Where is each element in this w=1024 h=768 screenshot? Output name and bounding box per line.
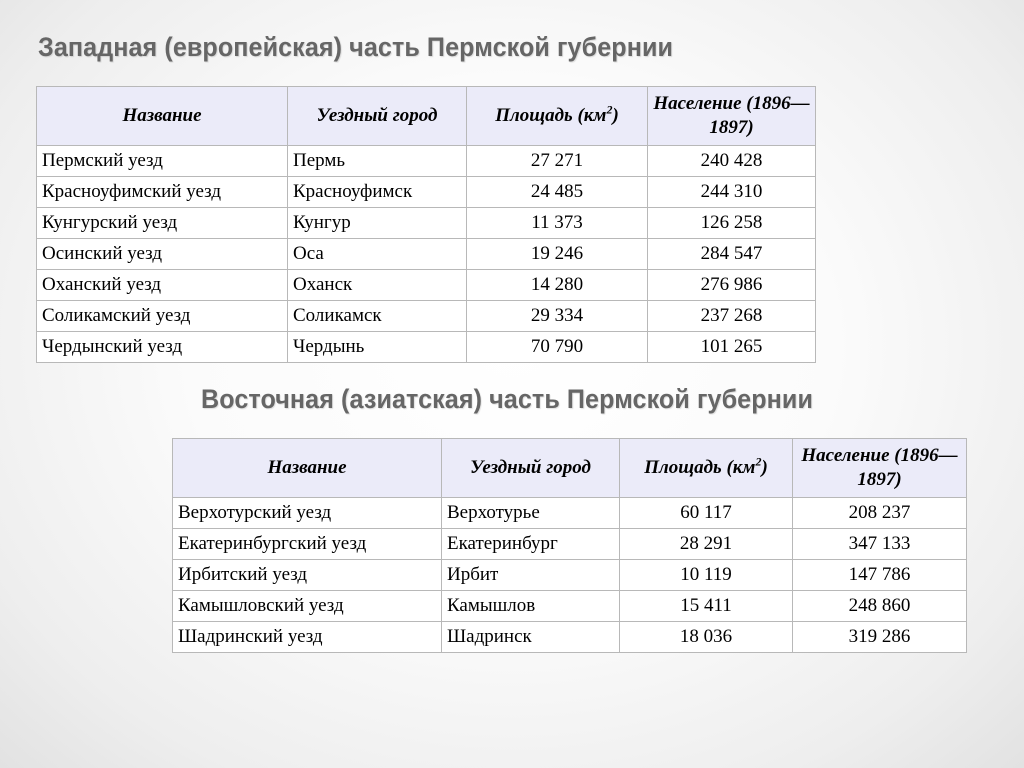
table-row — [37, 270, 816, 301]
cell-district-city: Пермь — [288, 146, 467, 177]
cell-area: 11 373 — [467, 208, 648, 239]
cell-district-city: Екатеринбург — [442, 529, 620, 560]
west-districts-table — [36, 86, 816, 363]
header-area-close: ) — [612, 105, 619, 126]
header-area-close: ) — [761, 457, 768, 478]
header-population: Население (1896—1897) — [793, 439, 967, 498]
table-row — [37, 332, 816, 363]
header-city: Уездный город — [288, 87, 467, 146]
cell-district-city: Верхотурье — [442, 498, 620, 529]
cell-population: 244 310 — [648, 177, 816, 208]
header-area — [620, 439, 793, 498]
cell-district-city: Кунгур — [288, 208, 467, 239]
cell-area: 70 790 — [467, 332, 648, 363]
cell-district-name: Ирбитский уезд — [173, 560, 442, 591]
header-area-label: Площадь (км — [644, 457, 756, 478]
header-name: Название — [173, 439, 442, 498]
cell-population: 126 258 — [648, 208, 816, 239]
east-section-title: Восточная (азиатская) часть Пермской губернии — [201, 384, 813, 414]
cell-population: 237 268 — [648, 301, 816, 332]
cell-area: 60 117 — [620, 498, 793, 529]
cell-area: 18 036 — [620, 622, 793, 653]
cell-area: 14 280 — [467, 270, 648, 301]
cell-district-name: Екатеринбургский уезд — [173, 529, 442, 560]
table-row — [37, 208, 816, 239]
header-population: Население (1896—1897) — [648, 87, 816, 146]
cell-population: 319 286 — [793, 622, 967, 653]
cell-district-city: Оханск — [288, 270, 467, 301]
cell-population: 240 428 — [648, 146, 816, 177]
cell-district-city: Оса — [288, 239, 467, 270]
cell-population: 101 265 — [648, 332, 816, 363]
cell-district-name: Оханский уезд — [37, 270, 288, 301]
west-table-body — [37, 146, 816, 363]
table-header-row — [173, 439, 967, 498]
cell-area: 15 411 — [620, 591, 793, 622]
west-section-title: Западная (европейская) часть Пермской губернии — [38, 32, 674, 62]
cell-district-name: Камышловский уезд — [173, 591, 442, 622]
table-row — [37, 239, 816, 270]
cell-area: 29 334 — [467, 301, 648, 332]
table-header-row — [37, 87, 816, 146]
table-row — [37, 301, 816, 332]
cell-district-city: Ирбит — [442, 560, 620, 591]
cell-district-name: Красноуфимский уезд — [37, 177, 288, 208]
cell-population: 248 860 — [793, 591, 967, 622]
cell-population: 347 133 — [793, 529, 967, 560]
cell-district-city: Чердынь — [288, 332, 467, 363]
table-row — [37, 146, 816, 177]
header-area-label: Площадь (км — [495, 105, 607, 126]
cell-district-name: Шадринский уезд — [173, 622, 442, 653]
cell-population: 276 986 — [648, 270, 816, 301]
table-row — [173, 529, 967, 560]
cell-district-name: Пермский уезд — [37, 146, 288, 177]
cell-district-name: Чердынский уезд — [37, 332, 288, 363]
cell-district-name: Верхотурский уезд — [173, 498, 442, 529]
header-city: Уездный город — [442, 439, 620, 498]
cell-district-city: Соликамск — [288, 301, 467, 332]
header-area-sup: 2 — [606, 102, 613, 117]
header-area — [467, 87, 648, 146]
cell-district-city: Красноуфимск — [288, 177, 467, 208]
cell-district-city: Камышлов — [442, 591, 620, 622]
header-area-sup: 2 — [755, 454, 762, 469]
cell-area: 27 271 — [467, 146, 648, 177]
cell-area: 19 246 — [467, 239, 648, 270]
east-districts-table — [172, 438, 967, 653]
cell-population: 284 547 — [648, 239, 816, 270]
cell-area: 24 485 — [467, 177, 648, 208]
cell-population: 208 237 — [793, 498, 967, 529]
table-row — [37, 177, 816, 208]
east-table-body — [173, 498, 967, 653]
table-row — [173, 622, 967, 653]
cell-district-name: Осинский уезд — [37, 239, 288, 270]
cell-population: 147 786 — [793, 560, 967, 591]
cell-district-name: Соликамский уезд — [37, 301, 288, 332]
cell-district-name: Кунгурский уезд — [37, 208, 288, 239]
table-row — [173, 498, 967, 529]
cell-district-city: Шадринск — [442, 622, 620, 653]
header-name: Название — [37, 87, 288, 146]
cell-area: 10 119 — [620, 560, 793, 591]
cell-area: 28 291 — [620, 529, 793, 560]
table-row — [173, 591, 967, 622]
table-row — [173, 560, 967, 591]
